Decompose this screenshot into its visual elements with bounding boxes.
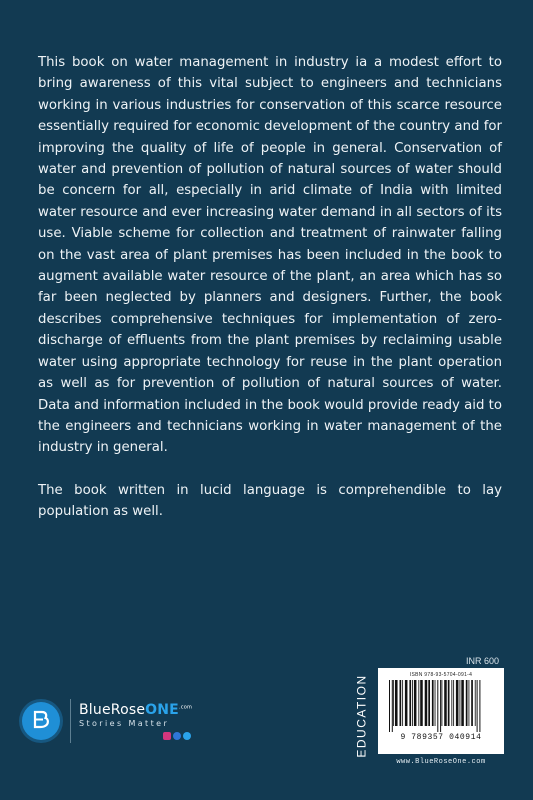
brand-divider — [70, 699, 71, 743]
barcode-number: 9 789357 040914 — [400, 733, 482, 742]
blurb-paragraph-1: This book on water management in industry ia a modest effort to bring awareness of this vital subject to engineers and technicians working in various industries for conservation of this scarce resource essentially required for economic development of the country and for improving the quality of life of people in general. Conservation of water and prevention of pollution of natural sources of water should be concern for all, especially in arid climate of India with limited water resource and ever increasing water demand in all sectors of its use. Viable scheme for collection and treatment of rainwater falling on the vast area of plant premises has been included in the book to augment available water resource of the plant, an area which has so far been neglected by planners and designers. Further, the book describes comprehensive techniques for implementation of zero-discharge of effluents from the plant premises by reclaiming usable water using appropriate technology for reuse in the plant operation as well as for prevention of pollution of natural sources of water. Data and information included in the book would provide ready aid to the engineers and technicians working in water management of the industry in general. — [38, 55, 502, 456]
category-label: EDUCATION — [355, 674, 369, 758]
brand-text — [79, 702, 192, 740]
bluerose-logo-icon — [22, 702, 60, 740]
isbn-text: ISBN 978-93-5704-091-4 — [409, 672, 473, 678]
instagram-icon — [163, 732, 171, 740]
barcode-bars — [387, 680, 495, 732]
publisher-tagline: Stories Matter — [79, 719, 170, 728]
publisher-website: www.BlueRoseOne.com — [396, 758, 486, 766]
back-cover-blurb — [38, 52, 502, 544]
twitter-icon — [183, 732, 191, 740]
price-label: INR 600 — [466, 656, 500, 666]
blurb-paragraph-2: The book written in lucid language is comprehendible to lay population as well. — [38, 482, 502, 520]
social-icons — [163, 732, 192, 740]
publisher-name: BlueRoseONE$^{.com}$ — [79, 702, 193, 718]
isbn-barcode — [378, 668, 504, 754]
facebook-icon — [173, 732, 181, 740]
publisher-brand — [22, 696, 242, 746]
